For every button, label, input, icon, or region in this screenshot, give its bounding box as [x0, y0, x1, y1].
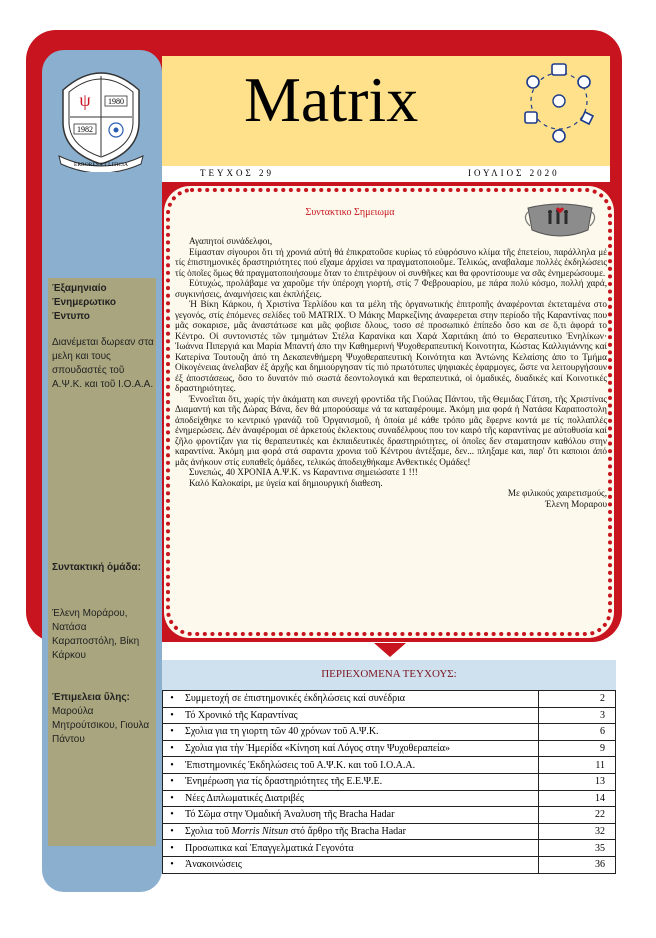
bullet-icon: • [163, 757, 182, 774]
bullet-icon: • [163, 807, 182, 824]
bullet-icon: • [163, 856, 182, 873]
sidebar-team-title: Συντακτική ὁμάδα: [52, 562, 141, 573]
contents-row [163, 773, 616, 790]
issue-date: ΙΟΥΛΙΟΣ 2020 [468, 168, 560, 178]
contents-item-title: Συμμετοχή σε ἐπιστημονικές ἐκδηλώσεις καί συνέδρια [181, 691, 539, 708]
editorial-heading: Συντακτικο Σημειωμα [305, 207, 395, 218]
contents-table [162, 690, 616, 874]
editorial-paragraph: Είμασταν σίγουροι ὅτι τή χρονιά αὐτή θά ἐπικρατοῦσε κυρίως τό εὐφρόσυνο κλίμα τῆς ἐπετείου, παράλληλα μέ τίς ἐπιστημονικές δραστηριότητες πού εἴχαμε ἀρχίσει να πραγματοποιοῦμε. Τελικώς, αναβαλαμε πολλές ἐκδηλώσεις τίς ὁποῖες ὅμως θά πραγματοποιήσουμε ὅταν το ἐπιτρέψουν οἱ συνθῆκες και θα φροντίσουμε να σᾶς ἐνημερώσουμε. [175, 246, 607, 278]
sidebar-desc-text: Διανέμεται δωρεαν στα μελη και τους σπουδαστές τοῦ Α.Ψ.Κ. και τοῦ Ι.Ο.Α.Α. [52, 337, 154, 390]
contents-item-title: Προσωπικα καί Ἐπαγγελματικά Γεγονότα [181, 840, 539, 857]
issue-number: ΤΕΥΧΟΣ 29 [200, 168, 274, 178]
contents-item-page: 3 [539, 707, 616, 724]
contents-item-title: Ἐπιστημονικές Ἐκδηλώσεις τοῦ Α.Ψ.Κ. και τοῦ Ι.Ο.Α.Α. [181, 757, 539, 774]
editorial-signature: Έλενη Μοραρου [545, 498, 607, 509]
contents-item-page: 32 [539, 823, 616, 840]
crest-logo [55, 60, 147, 172]
contents-heading: ΠΕΡΙΕΧΟΜΕΝΑ ΤΕΥΧΟΥΣ: [321, 668, 457, 680]
editorial-paragraph: Εὐτυχώς, προλάβαμε να χαροῦμε τήν ὑπέροχη γιορτή, στίς 7 Φεβρουαρίου, με πάρα πολύ κόσμο, πολλή χαρά, συγκινήσεις, ἀναμνήσεις και ἐκπλήξεις. [175, 278, 607, 299]
contents-row [163, 856, 616, 873]
contents-item-page: 6 [539, 724, 616, 741]
contents-item-title: Τό Σῶμα στην Ὁμαδική Ἀναλυση τῆς Bracha Hadar [181, 807, 539, 824]
bullet-icon: • [163, 790, 182, 807]
contents-item-title: Ἐνημέρωση για τίς δραστηριότητες τῆς Ε.Ε.Ψ.Ε. [181, 773, 539, 790]
down-arrow-icon [374, 643, 406, 657]
bullet-icon: • [163, 691, 182, 708]
contents-item-title: Σχολια για τη γιορτη τῶν 40 χρόνων τοῦ Α.Ψ.Κ. [181, 724, 539, 741]
crest-year-bottom: 1982 [77, 125, 93, 134]
bullet-icon: • [163, 724, 182, 741]
contents-row [163, 724, 616, 741]
contents-row [163, 757, 616, 774]
editorial-paragraph: Συνεπώς, 40 ΧΡΟΝΙΑ Α.Ψ.Κ. vs Καραντινα σημειώσατε 1 !!! [189, 467, 418, 477]
contents-row [163, 790, 616, 807]
contents-item-page: 2 [539, 691, 616, 708]
bullet-icon: • [163, 773, 182, 790]
circle-people-icon [519, 56, 599, 146]
masthead-title: Matrix [244, 64, 419, 135]
contents-item-title: Ἀνακοινώσεις [181, 856, 539, 873]
editorial-signoff: Με φιλικούς χαιρετισμούς, [507, 488, 607, 498]
contents-row [163, 823, 616, 840]
contents-row [163, 707, 616, 724]
editorial-greeting: Αγαπητοί συνάδελφοι, [189, 236, 273, 246]
editorial-paragraph: Καλό Καλοκαίρι, με ὑγεία καί δημιουργική διαθεση. [189, 477, 383, 488]
sidebar-edit-names: Μαρούλα Μητρούτσικου, Γιουλα Πάντου [52, 706, 150, 745]
contents-item-page: 9 [539, 740, 616, 757]
contents-row [163, 691, 616, 708]
crest-year-top: 1980 [108, 97, 124, 106]
bullet-icon: • [163, 740, 182, 757]
contents-item-title: Τό Χρονικό τῆς Καραντίνας [181, 707, 539, 724]
contents-row [163, 740, 616, 757]
svg-text:ψ: ψ [79, 90, 91, 110]
editorial-paragraph: Έννοεῖται ὅτι, χωρίς τήν ἀκάματη και συνεχή φροντίδα τῆς Γιούλας Πάντου, τῆς Θεμιδας Γάτση, τῆς Χριστίνας Διαμαντή και τῆς Δώρας Βάνα, δεν θά μπορούσαμε νά τα καταφέρουμε. Ἀκόμη μια φορά ἡ Νατάσα Καραποστολη ἀποδείχθηκε το κεντρικό γρανάζι τοῦ Ὀργανισμοῦ, ἡ ὁποία μέ κάθε τρόπο μᾶς ἔφερνε κοντά με τίς πολλαπλές ἐνημερώσεις. Δέν ἀναφέρομαι σέ ἀρκετούς ἐκλεκτους συναδέλφους που τον καιρό τῆς καραντίνας με αὐτοθυσία καί ζῆλο φροντίζαν για τίς θεραπευτικές και ἐκπαιδευτικές δραστηριότητες, οἱ ὁποῖες δεν σταματησαν καθόλου στην καραντίνα. Ἀκόμη μια φορά στά σαραντα χρονια τοῦ Κέντρου ἀντέξαμε, δεν... πληξαμε και, παρ' ὅτι καποιοι ἀπό μᾶς ἀνήκουν στίς ευπαθεῖς ὁμάδες, τελικώς ἀποδειχθήκαμε Ανθεκτικές Ομάδες! [175, 393, 607, 467]
sidebar-edit-title: Έπιμελεια ὕλης: [52, 692, 130, 703]
editorial-paragraph: Ἡ Βίκη Κάρκου, ἡ Χριστίνα Τερλίδου και τα μέλη τῆς ὀργανωτικής ἐπιτροπῆς ἀναφέρονται ἐκτεταμένα στο γεγονός, στίς ἐπόμενες σελίδες τοῦ MATRIX. Ὁ Μάκης Μαρκεζίνης ἀναφερεται στην περίοδο τῆς Καραντίνας που μᾶς σοκαρισε, μᾶς ἀναστάτωσε και μᾶς φοβισε ὅλους, τοσο σέ προσωπικό ἐπίπεδο ὅσο και σε ὅ,τι ἀφορά το Κέντρο. Οἱ συντονιστές τῶν τμημάτων Στέλα Καρανίκα και Χαρά Χαριτάκη ἀπό το Θεραπευτικο Ἐνηλίκων· Ἰωάννα Πιπεργιά και Μαρία Μπαντή ἀπο την Καθημερινή Ψυχοθεραπευτική Κοινοτητα, Κώστας Καλλιγιάννης καί Κατερίνα Τουτουζη ἀπό τη Δεκαπενθήμερη Ψυχοθεραπευτική Κοινότητα και Ἀντώνης Κελαίσης ἀπο το Τμήμα Οἰκογένειας ἀνελαβαν ἐξ ἀρχῆς και δημιούργησαν τίς πιό πρωτότυπες ψηφιακές ἐφαρμογες, ὥστε να λειτουργήσουν ἐξ ἀποστάσεως, ὅσο το δυνατόν πιό σωστά δεοντολογικά και θεραπευτικά, οἱ ὁμαδικές, δυαδικές καί Κοινοτικές δραστηριότητες. [175, 299, 607, 393]
contents-item-page: 14 [539, 790, 616, 807]
sidebar-team-names: Έλενη Μοράρου, Νατάσα Καραποστόλη, Βίκη Κάρκου [52, 608, 140, 661]
contents-row [163, 807, 616, 824]
contents-item-page: 36 [539, 856, 616, 873]
bullet-icon: • [163, 840, 182, 857]
bullet-icon: • [163, 707, 182, 724]
bullet-icon: • [163, 823, 182, 840]
contents-item-title: Σχολια για τὴν Ἡμερίδα «Κίνηση καί Λόγος στην Ψυχοθεραπεία» [181, 740, 539, 757]
sidebar-desc-title: Έξαμηνιαίο Ένημερωτικο Έντυπο [52, 283, 117, 322]
contents-item-page: 11 [539, 757, 616, 774]
contents-item-title: Νέες Διπλωματικές Διατριβές [181, 790, 539, 807]
contents-item-page: 35 [539, 840, 616, 857]
contents-item-page: 13 [539, 773, 616, 790]
crest-motto: ERRORES ET LITICIA [74, 162, 128, 168]
contents-row [163, 840, 616, 857]
contents-item-title: Σχολια τοῦ Morris Nitsun στό ἄρθρο τῆς Bracha Hadar [181, 823, 539, 840]
contents-item-page: 22 [539, 807, 616, 824]
editorial-body [175, 233, 607, 633]
